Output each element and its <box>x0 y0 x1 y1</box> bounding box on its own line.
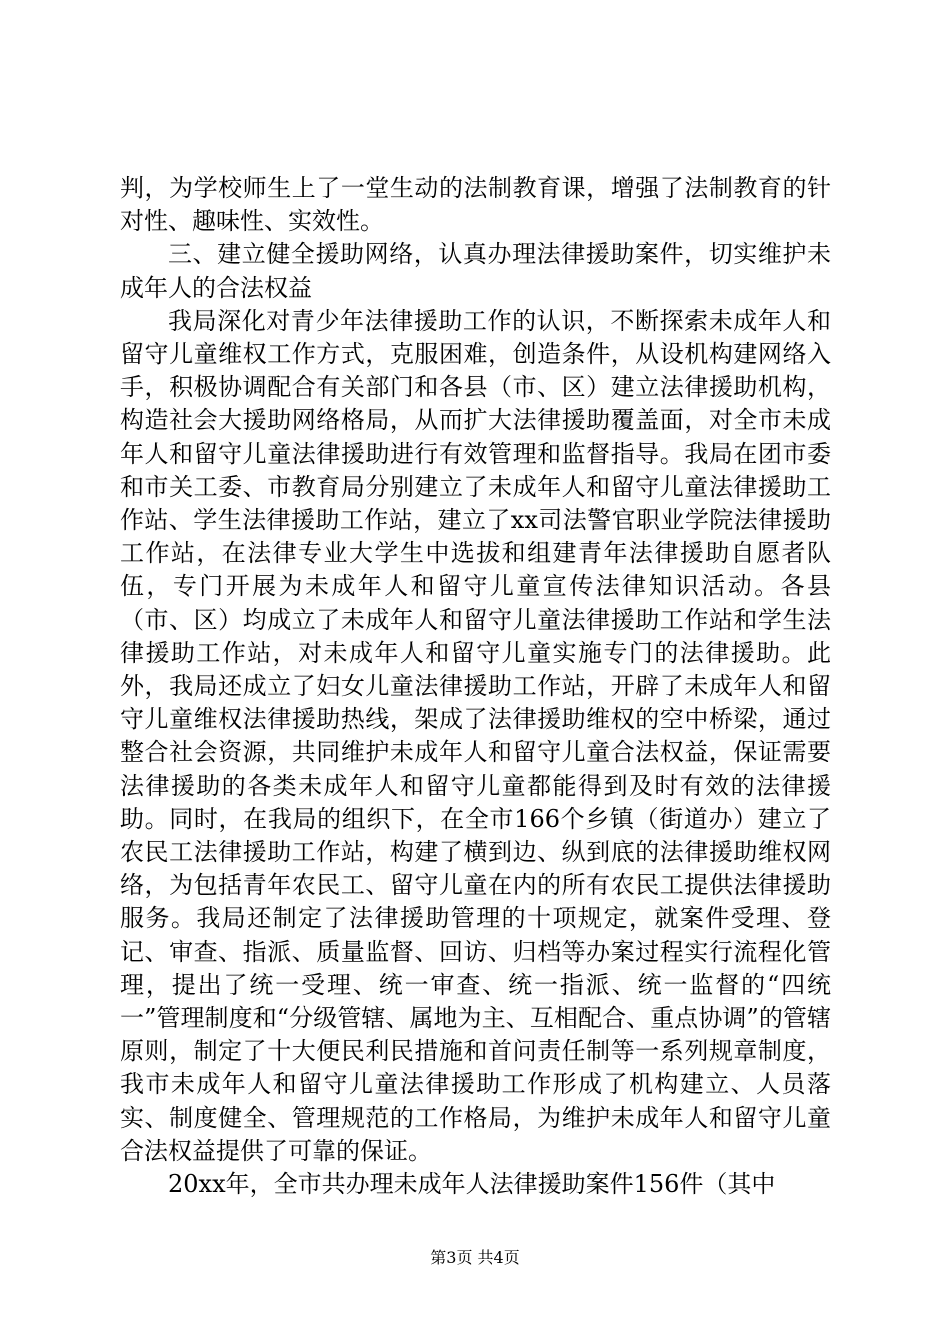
section-heading-three: 三、建立健全援助网络，认真办理法律援助案件，切实维护未成年人的合法权益 <box>120 240 831 302</box>
paragraph-legal-aid-network: 我局深化对青少年法律援助工作的认识，不断探索未成年人和留守儿童维权工作方式，克服困难，创造条件，从设机构建网络入手，积极协调配合有关部门和各县（市、区）建立法律援助机构，构造社会大援助网络格局，从而扩大法律援助覆盖面，对全市未成年人和留守儿童法律援助进行有效管理和监督指导。我局在团市委和市关工委、市教育局分别建立了未成年人和留守儿童法律援助工作站、学生法律援助工作站，建立了xx司法警官职业学院法律援助工作站，在法律专业大学生中选拔和组建青年法律援助自愿者队伍，专门开展为未成年人和留守儿童宣传法律知识活动。各县（市、区）均成立了未成年人和留守儿童法律援助工作站和学生法律援助工作站，对未成年人和留守儿童实施专门的法律援助。此外，我局还成立了妇女儿童法律援助工作站，开辟了未成年人和留守儿童维权法律援助热线，架成了法律援助维权的空中桥梁，通过整合社会资源，共同维护未成年人和留守儿童合法权益，保证需要法律援助的各类未成年人和留守儿童都能得到及时有效的法律援助。同时，在我局的组织下，在全市166个乡镇（街道办）建立了农民工法律援助工作站，构建了横到边、纵到底的法律援助维权网络，为包括青年农民工、留守儿童在内的所有农民工提供法律援助服务。我局还制定了法律援助管理的十项规定，就案件受理、登记、审查、指派、质量监督、回访、归档等办案过程实行流程化管理，提出了统一受理、统一审查、统一指派、统一监督的“四统一”管理制度和“分级管辖、属地为主、互相配合、重点协调”的管辖原则，制定了十大便民利民措施和首问责任制等一系列规章制度，我市未成年人和留守儿童法律援助工作形成了机构建立、人员落实、制度健全、管理规范的工作格局，为维护未成年人和留守儿童合法权益提供了可靠的保证。 <box>120 306 831 1165</box>
paragraph-case-statistics: 20xx年，全市共办理未成年人法律援助案件156件（其中 <box>168 1170 776 1199</box>
document-body <box>120 172 831 1201</box>
paragraph-continuation: 判，为学校师生上了一堂生动的法制教育课，增强了法制教育的针对性、趣味性、实效性。 <box>120 174 831 236</box>
page-number-footer: 第3页 共4页 <box>430 1248 520 1267</box>
